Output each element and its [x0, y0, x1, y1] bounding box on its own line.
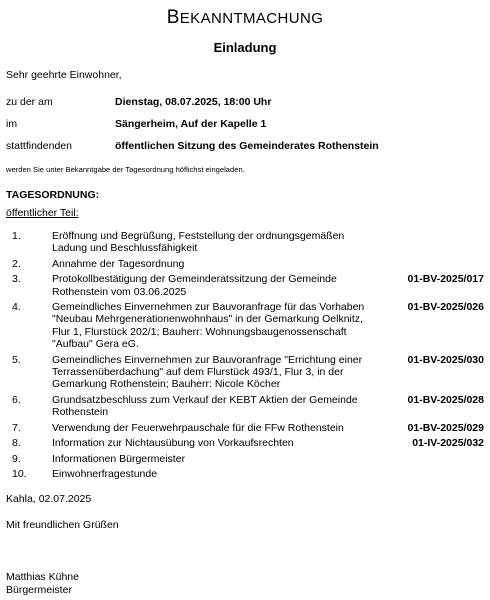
agenda-item: [6, 273, 484, 298]
agenda-item-text: Eröffnung und Begrüßung, Feststellung der ordnungsgemäßen Ladung und Beschlussfähigkeit: [52, 230, 345, 255]
agenda-item-number: 3.: [12, 273, 21, 286]
agenda-item-text: Verwendung der Feuerwehrpauschale für die FFw Rothenstein: [52, 421, 344, 434]
agenda-item-text: Gemeindliches Einvernehmen zur Bauvoranfrage für das Vorhaben "Neubau Mehrgenerationenwohnhaus" in der Gemarkung Oelknitz, Flur 1, Flurstück 202/1; Bauherr: Wohnungsbaugenossenschaft "Aufbau" Gera eG.: [52, 301, 365, 351]
closing-regards: Mit freundlichen Grüßen: [6, 519, 119, 531]
greeting: Sehr geehrte Einwohner,: [6, 69, 122, 81]
detail-value: Dienstag, 08.07.2025, 18:00 Uhr: [115, 96, 272, 108]
agenda-item-reference: [370, 453, 484, 465]
detail-value: öffentlichen Sitzung des Gemeinderates Rothenstein: [115, 140, 379, 152]
agenda-item: [6, 354, 484, 391]
agenda-item-number: 4.: [12, 301, 21, 314]
page-title: [0, 7, 490, 29]
agenda-item-number: 5.: [12, 353, 21, 366]
agenda-item-number: 8.: [12, 437, 21, 450]
agenda-item-reference: 01-BV-2025/026: [407, 301, 484, 314]
agenda-item-text: Annahme der Tagesordnung: [52, 257, 185, 270]
detail-value: Sängerheim, Auf der Kapelle 1: [115, 118, 267, 130]
detail-label: stattfindenden: [6, 140, 72, 152]
agenda-item-reference: 01-BV-2025/017: [407, 273, 484, 286]
agenda-item: [6, 301, 484, 351]
agenda-item: [6, 394, 484, 419]
agenda-list: [6, 230, 484, 483]
agenda-item-reference: [370, 258, 484, 270]
agenda-item-reference: [370, 468, 484, 480]
detail-row-date: [6, 96, 271, 108]
agenda-item: [6, 453, 484, 465]
agenda-item-text: Gemeindliches Einvernehmen zur Bauvoranfrage "Errichtung einer Terrassenüberdachung" auf dem Flurstück 493/1, Flur 3, in der Gemarkung Rothenstein; Bauherr: Nicole Köcher: [52, 353, 363, 391]
agenda-item-number: 6.: [12, 393, 21, 406]
agenda-item-number: 9.: [12, 452, 21, 465]
invitation-note: werden Sie unter Bekanntgabe der Tagesordnung höflichst eingeladen.: [6, 165, 245, 174]
agenda-item-reference: 01-IV-2025/032: [412, 437, 484, 450]
agenda-item-reference: 01-BV-2025/030: [407, 353, 484, 366]
agenda-item-text: Informationen Bürgermeister: [52, 452, 186, 465]
agenda-item: [6, 422, 484, 434]
agenda-item-text: Grundsatzbeschluss zum Verkauf der KEBT Aktien der Gemeinde Rothenstein: [52, 393, 358, 419]
agenda-item-number: 7.: [12, 421, 21, 434]
agenda-item-number: 2.: [12, 257, 21, 270]
agenda-item-reference: [370, 230, 484, 255]
agenda-section-label: öffentlicher Teil:: [6, 207, 79, 219]
title-first-letter: B: [166, 7, 180, 28]
agenda-item-reference: 01-BV-2025/028: [407, 393, 484, 406]
detail-label: im: [6, 118, 18, 130]
detail-row-location: [6, 118, 266, 130]
detail-row-event: [6, 140, 379, 152]
agenda-item-text: Einwohnerfragestunde: [52, 467, 158, 480]
agenda-item: [6, 230, 484, 255]
page-subtitle: Einladung: [213, 40, 277, 55]
title-rest: EKANNTMACHUNG: [179, 10, 324, 27]
agenda-item-number: 1.: [12, 230, 21, 242]
signatory-name: Matthias Kühne: [6, 571, 79, 583]
agenda-item: [6, 258, 484, 270]
agenda-item: [6, 437, 484, 449]
agenda-item-text: Information zur Nichtausübung von Vorkaufsrechten: [52, 437, 294, 450]
detail-label: zu der am: [6, 96, 53, 108]
signatory-role: Bürgermeister: [6, 584, 72, 596]
agenda-heading: TAGESORDNUNG:: [6, 189, 100, 201]
agenda-item-reference: 01-BV-2025/029: [407, 421, 484, 434]
agenda-item-text: Protokollbestätigung der Gemeinderatssitzung der Gemeinde Rothenstein vom 03.06.2025: [52, 273, 337, 298]
agenda-item-number: 10.: [12, 467, 27, 480]
place-date: Kahla, 02.07.2025: [6, 493, 92, 505]
agenda-item: [6, 468, 484, 480]
